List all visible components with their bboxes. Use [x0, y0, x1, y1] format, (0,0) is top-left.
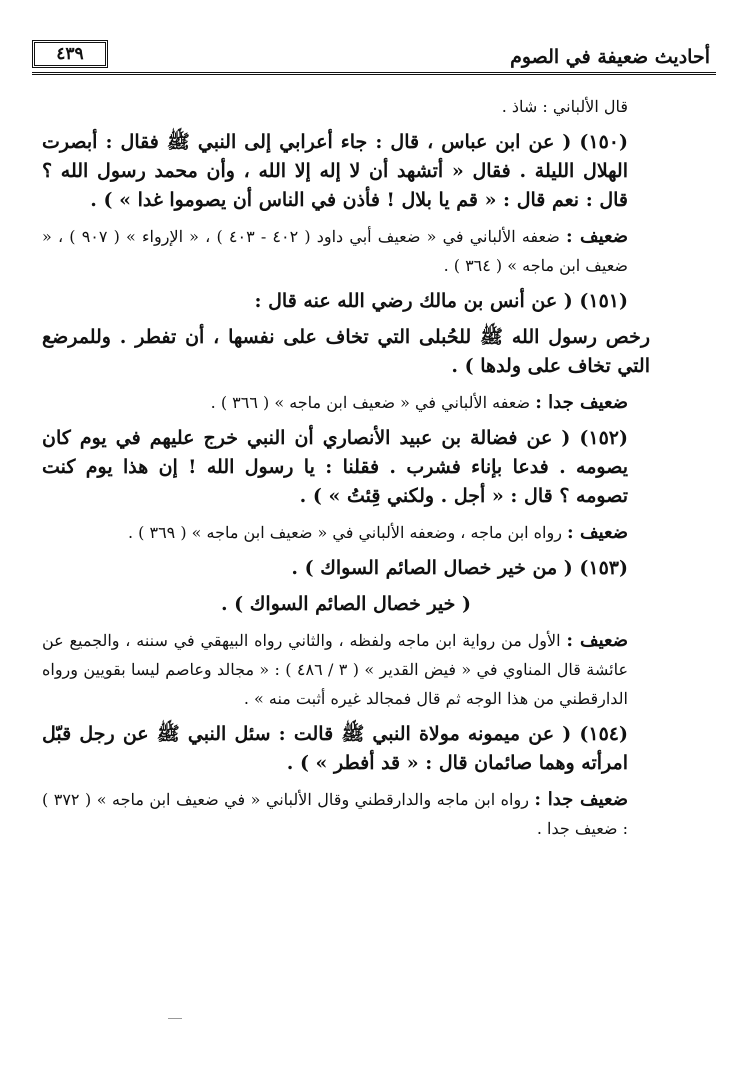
page-header — [32, 38, 716, 75]
footer-rule — [168, 1018, 182, 1019]
hadith-152: (١٥٢) ( عن فضالة بن عبيد الأنصاري أن النبي خرج عليهم في يوم كان يصومه . فدعا بإناء فشرب . فقلنا : يا رسول الله ! إن هذا يوم كنت تصومه ؟ قال : « أجل . ولكني قِئتُ » ) . — [42, 427, 628, 507]
grade-text: رواه ابن ماجه ، وضعفه الألباني في « ضعيف ابن ماجه » ( ٣٦٩ ) . — [127, 523, 562, 542]
grade-label: ضعيف جدا : — [535, 392, 628, 413]
grade-153 — [42, 626, 650, 713]
hadith-153: (١٥٣) ( من خير خصال الصائم السواك ) . — [291, 557, 628, 579]
grade-152 — [42, 518, 650, 547]
page-body — [42, 92, 650, 843]
grade-151 — [42, 388, 650, 417]
grade-text: قال الألباني : شاذ . — [501, 97, 628, 116]
grade-text: ضعفه الألباني في « ضعيف أبي داود ( ٤٠٢ - ٤٠٣ ) ، « الإرواء » ( ٩٠٧ ) ، « ضعيف ابن ماجه » ( ٣٦٤ ) . — [42, 227, 628, 275]
grade-text: رواه ابن ماجه والدارقطني وقال الألباني « في ضعيف ابن ماجه » ( ٣٧٢ ) : ضعيف جدا . — [42, 790, 628, 838]
grade-text: ضعفه الألباني في « ضعيف ابن ماجه » ( ٣٦٦ ) . — [210, 393, 531, 412]
hadith-153-variant: ( خير خصال الصائم السواك ) . — [220, 593, 472, 615]
chapter-title: أحاديث ضعيفة في الصوم — [510, 46, 710, 68]
grade-label: ضعيف : — [566, 630, 628, 651]
grade-label: ضعيف : — [565, 226, 629, 247]
grade-label: ضعيف : — [567, 522, 628, 543]
hadith-150: (١٥٠) ( عن ابن عباس ، قال : جاء أعرابي إلى النبي ﷺ فقال : أبصرت الهلال الليلة . فقال « أتشهد أن لا إله إلا الله ، وأن محمد رسول الله ؟ قال : نعم قال : « قم يا بلال ! فأذن في الناس أن يصوموا غدا » ) . — [42, 131, 628, 211]
page-number-box: ٤٣٩ — [32, 40, 108, 68]
grade-text: الأول من رواية ابن ماجه ولفظه ، والثاني رواه البيهقي في سننه ، والجميع عن عائشة قال المناوي في « فيض القدير » ( ٣ / ٤٨٦ ) : « مجالد وعاصم ليسا بقويين ورواه الدارقطني من هذا الوجه ثم قال فمجالد غيره أثبت منه » . — [42, 631, 629, 708]
grade-label: ضعيف جدا : — [534, 789, 629, 810]
hadith-151-body: رخص رسول الله ﷺ للحُبلى التي تخاف على نفسها ، أن تفطر . وللمرضع التي تخاف على ولدها ) . — [42, 326, 650, 377]
grade-154 — [42, 785, 650, 843]
hadith-151-intro: (١٥١) ( عن أنس بن مالك رضي الله عنه قال : — [254, 290, 628, 312]
grade-150 — [42, 222, 650, 280]
grade-note — [42, 92, 650, 121]
hadith-154: (١٥٤) ( عن ميمونه مولاة النبي ﷺ قالت : سئل النبي ﷺ عن رجل قبّل امرأته وهما صائمان قال : « قد أفطر » ) . — [42, 723, 628, 774]
